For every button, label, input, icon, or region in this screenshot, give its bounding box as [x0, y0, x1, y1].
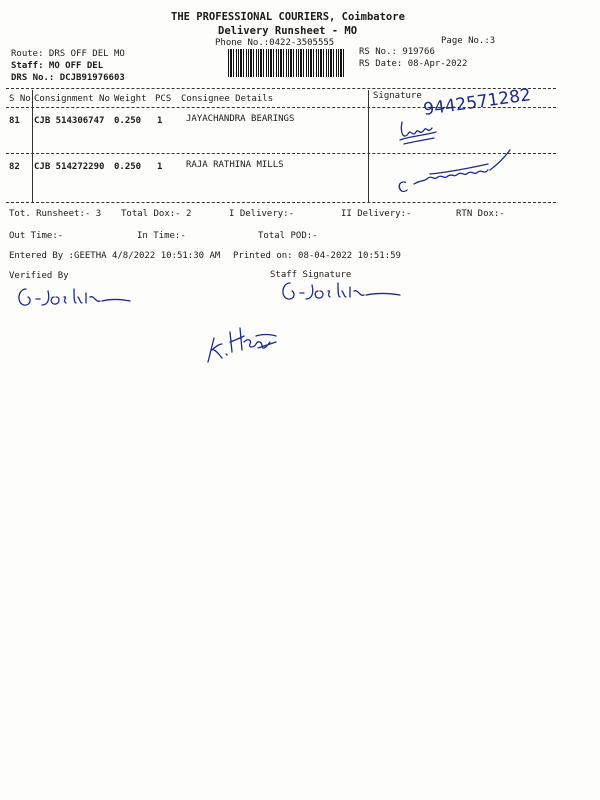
entered-by: Entered By :GEETHA 4/8/2022 10:51:30 AM [9, 251, 221, 261]
table-bottom-rule [6, 202, 556, 203]
drs-number: DRS No.: DCJB91976603 [11, 73, 125, 83]
total-runsheet: Tot. Runsheet:- 3 [9, 209, 102, 219]
in-time: In Time:- [137, 231, 186, 241]
col-header-weight: Weight [114, 94, 147, 104]
col-header-signature: Signature [373, 91, 422, 101]
staff-label: Staff: MO OFF DEL [11, 61, 104, 71]
table-row-pcs: 1 [157, 162, 163, 172]
table-row-consignment: CJB 514306747 [34, 116, 105, 126]
total-pod: Total POD:- [258, 231, 318, 241]
col-header-pcs: PCS [155, 94, 172, 104]
receiver-signature-2 [410, 148, 520, 193]
receiver-initial-handwritten: C [396, 179, 410, 197]
table-row-sno: 82 [9, 162, 20, 172]
table-row-consignment: CJB 514272290 [34, 162, 105, 172]
first-delivery: I Delivery:- [229, 209, 295, 219]
table-row-pcs: 1 [157, 116, 163, 126]
col-header-sno: S No [9, 94, 31, 104]
verifier-signature [14, 283, 134, 313]
table-row-weight: 0.250 [114, 116, 142, 126]
rs-number: RS No.: 919766 [359, 47, 435, 57]
route-label: Route: DRS OFF DEL MO [11, 49, 125, 59]
receiver-phone-handwritten: 9442571282 [422, 85, 533, 120]
table-row-weight: 0.250 [114, 162, 142, 172]
staff-signature [278, 279, 403, 305]
second-delivery: II Delivery:- [341, 209, 412, 219]
printed-on: Printed on: 08-04-2022 10:51:59 [233, 251, 401, 261]
page-number: Page No.:3 [441, 36, 496, 46]
rtn-dox: RTN Dox:- [456, 209, 505, 219]
col-header-consignment: Consignment No [34, 94, 110, 104]
out-time: Out Time:- [9, 231, 64, 241]
phone-number: Phone No.:0422-3505555 [215, 38, 335, 48]
table-row-consignee: RAJA RATHINA MILLS [186, 160, 284, 170]
table-row-consignee: JAYACHANDRA BEARINGS [186, 114, 295, 124]
company-title: THE PROFESSIONAL COURIERS, Coimbatore [171, 11, 405, 23]
table-row-sno: 81 [9, 116, 20, 126]
table-top-rule [6, 88, 556, 89]
barcode [228, 49, 344, 77]
courier-signature [200, 322, 280, 367]
document-title: Delivery Runsheet - MO [218, 25, 358, 37]
col-header-consignee: Consignee Details [181, 94, 274, 104]
staff-signature-label: Staff Signature [270, 270, 352, 280]
verified-by-label: Verified By [9, 271, 69, 281]
rs-date: RS Date: 08-Apr-2022 [359, 59, 468, 69]
total-dox: Total Dox:- 2 [121, 209, 192, 219]
